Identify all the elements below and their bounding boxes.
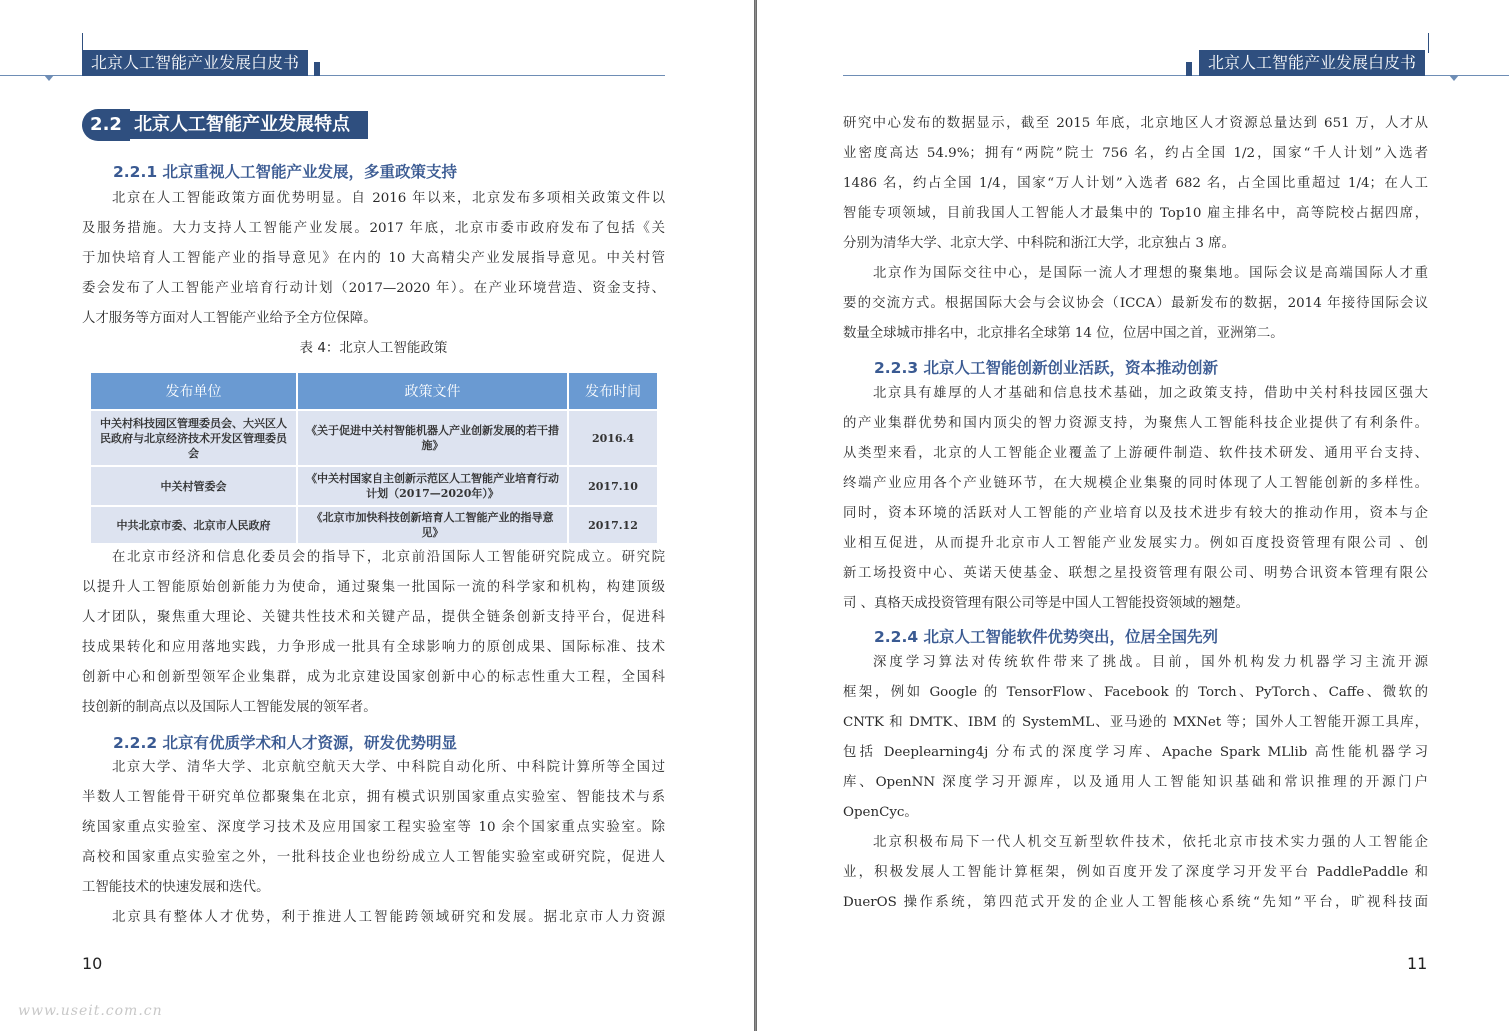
line: 高校和国家重点实验室之外，一批科技企业也纷纷成立人工智能实验室或研究院，促进人 [82, 850, 665, 865]
line: 北京在人工智能政策方面优势明显。自 2016 年以来，北京发布多项相关政策文件以 [112, 191, 665, 206]
line: 人才服务等方面对人工智能产业给予全方位保障。 [82, 311, 377, 326]
paragraph-innovation [843, 379, 1428, 619]
page-number: 11 [1407, 954, 1428, 973]
paragraph-international [843, 259, 1428, 349]
paragraph-interaction [843, 828, 1428, 918]
paragraph-software [843, 648, 1428, 828]
header-title: 北京人工智能产业发展白皮书 [1199, 50, 1425, 76]
watermark: www.useit.com.cn [18, 1003, 163, 1019]
cell-date: 2017.10 [568, 466, 658, 506]
paragraph-talent-cont [843, 109, 1428, 259]
line: 北京具有雄厚的人才基础和信息技术基础，加之政策支持，借助中关村科技园区强大 [873, 386, 1428, 401]
line: 北京大学、清华大学、北京航空航天大学、中科院自动化所、中科院计算所等全国过 [112, 760, 665, 775]
paragraph-universities [82, 753, 665, 903]
table-row [90, 466, 658, 506]
header-chevron [44, 75, 54, 81]
section-title: 北京人工智能产业发展特点 [130, 111, 368, 139]
subheading-2-2-3: 2.2.3 北京人工智能创新创业活跃，资本推动创新 [874, 359, 1219, 377]
table-header-row [90, 372, 658, 410]
line: 在北京市经济和信息化委员会的指导下，北京前沿国际人工智能研究院成立。研究院 [112, 550, 665, 565]
line: 创新中心和创新型领军企业集群，成为北京建设国家创新中心的标志性重大工程，全国科 [82, 670, 665, 685]
line: 人才团队，聚焦重大理论、关键共性技术和关键产品，提供全链条创新支持平台，促进科 [82, 610, 665, 625]
line: 研究中心发布的数据显示，截至 2015 年底，北京地区人才资源总量达到 651 万，人才从 [843, 116, 1428, 131]
line: 智能专项领域，目前我国人工智能人才最集中的 Top10 雇主排名中，高等院校占据四席， [843, 206, 1428, 221]
line: 终端产业应用各个产业链环节，在大规模企业集聚的同时体现了人工智能创新的多样性。 [843, 476, 1428, 491]
line: 深度学习算法对传统软件带来了挑战。目前，国外机构发力机器学习主流开源 [873, 655, 1428, 670]
line: 库、OpenNN 深度学习开源库，以及通用人工智能知识基础和常识推理的开源门户 [843, 775, 1428, 790]
subheading-2-2-4: 2.2.4 北京人工智能软件优势突出，位居全国先列 [874, 628, 1219, 646]
line: 技成果转化和应用落地实践，力争形成一批具有全球影响力的原创成果、国际标准、技术 [82, 640, 665, 655]
line: 工智能技术的快速发展和迭代。 [82, 880, 270, 895]
cell-issuer: 中关村科技园区管理委员会、大兴区人民政府与北京经济技术开发区管理委员会 [90, 410, 297, 466]
col-header-issuer: 发布单位 [90, 372, 297, 410]
table-row [90, 506, 658, 544]
header-title: 北京人工智能产业发展白皮书 [82, 50, 308, 76]
subheading-2-2-2: 2.2.2 北京有优质学术和人才资源，研发优势明显 [113, 734, 458, 752]
cell-document: 《关于促进中关村智能机器人产业创新发展的若干措施》 [297, 410, 568, 466]
section-heading [82, 109, 368, 141]
col-header-document: 政策文件 [297, 372, 568, 410]
line: 从类型来看，北京的人工智能企业覆盖了上游硬件制造、软件技术研发、通用平台支持、 [843, 446, 1428, 461]
line: 技创新的制高点以及国际人工智能发展的领军者。 [82, 700, 377, 715]
line: 新工场投资中心、英诺天使基金、联想之星投资管理有限公司、明势合讯资本管理有限公 [843, 566, 1428, 581]
line: 半数人工智能骨干研究单位都聚集在北京，拥有模式识别国家重点实验室、智能技术与系 [82, 790, 665, 805]
line: DuerOS 操作系统，第四范式开发的企业人工智能核心系统“先知”平台，旷视科技面 [843, 895, 1428, 910]
line: 分别为清华大学、北京大学、中科院和浙江大学，北京独占 3 席。 [843, 236, 1235, 251]
header-accent [314, 62, 320, 76]
cell-document: 《中关村国家自主创新示范区人工智能产业培育行动计划（2017—2020年）》 [297, 466, 568, 506]
header-chevron [1449, 75, 1459, 81]
cell-date: 2016.4 [568, 410, 658, 466]
line: 要的交流方式。根据国际大会与会议协会（ICCA）最新发布的数据，2014 年接待国际会议 [843, 296, 1428, 311]
cell-issuer: 中共北京市委、北京市人民政府 [90, 506, 297, 544]
page-number: 10 [82, 954, 103, 973]
line: 1486 名，约占全国 1/4，国家“万人计划”入选者 682 名，占全国比重超过 1/4；在人工 [843, 176, 1428, 191]
line: 北京作为国际交往中心，是国际一流人才理想的聚集地。国际会议是高端国际人才重 [873, 266, 1428, 281]
line: 以提升人工智能原始创新能力为使命，通过聚集一批国际一流的科学家和机构，构建顶级 [82, 580, 665, 595]
line: 于加快培育人工智能产业的指导意见》在内的 10 大高精尖产业发展指导意见。中关村管 [82, 251, 665, 266]
line: 的产业集群优势和国内顶尖的智力资源支持，为聚焦人工智能科技企业提供了有利条件。 [843, 416, 1428, 431]
cell-issuer: 中关村管委会 [90, 466, 297, 506]
line: OpenCyc。 [843, 805, 918, 820]
line: 及服务措施。大力支持人工智能产业发展。2017 年底，北京市委市政府发布了包括《关 [82, 221, 665, 236]
cell-document: 《北京市加快科技创新培育人工智能产业的指导意见》 [297, 506, 568, 544]
line: 委会发布了人工智能产业培育行动计划（2017—2020 年）。在产业环境营造、资金支持、 [82, 281, 665, 296]
line: 统国家重点实验室、深度学习技术及应用国家工程实验室等 10 余个国家重点实验室。除 [82, 820, 665, 835]
line: 包括 Deeplearning4j 分布式的深度学习库、Apache Spark MLlib 高性能机器学习 [843, 745, 1428, 760]
line: 框架，例如 Google 的 TensorFlow、Facebook 的 Torch、PyTorch、Caffe、微软的 [843, 685, 1428, 700]
right-page [757, 0, 1509, 1031]
table-row [90, 410, 658, 466]
line: 业，积极发展人工智能计算框架，例如百度开发了深度学习开发平台 PaddlePaddle 和 [843, 865, 1428, 880]
paragraph-institute [82, 543, 665, 723]
line: 业相互促进，从而提升北京市人工智能产业发展实力。例如百度投资管理有限公司 、创 [843, 536, 1428, 551]
policy-table [89, 371, 659, 545]
section-number: 2.2 [82, 109, 130, 141]
line: 司 、真格天成投资管理有限公司等是中国人工智能投资领域的翘楚。 [843, 596, 1249, 611]
col-header-date: 发布时间 [568, 372, 658, 410]
table-caption: 表 4：北京人工智能政策 [299, 340, 448, 356]
line: 同时，资本环境的活跃对人工智能的产业培育以及技术进步有较大的推动作用，资本与企 [843, 506, 1428, 521]
line: 北京具有整体人才优势，利于推进人工智能跨领域研究和发展。据北京市人力资源 [112, 910, 665, 925]
header-accent [1186, 62, 1192, 76]
paragraph-policy [82, 184, 665, 334]
subheading-2-2-1: 2.2.1 北京重视人工智能产业发展，多重政策支持 [113, 163, 458, 181]
line: 业密度高达 54.9%；拥有“两院”院士 756 名，约占全国 1/2，国家“千人计划”入选者 [843, 146, 1428, 161]
header-tick [1428, 33, 1429, 53]
cell-date: 2017.12 [568, 506, 658, 544]
paragraph-talent [82, 903, 665, 933]
line: 数量全球城市排名中，北京排名全球第 14 位，位居中国之首，亚洲第二。 [843, 326, 1284, 341]
line: CNTK 和 DMTK、IBM 的 SystemML、亚马逊的 MXNet 等；国外人工智能开源工具库， [843, 715, 1428, 730]
line: 北京积极布局下一代人机交互新型软件技术，依托北京市技术实力强的人工智能企 [873, 835, 1428, 850]
